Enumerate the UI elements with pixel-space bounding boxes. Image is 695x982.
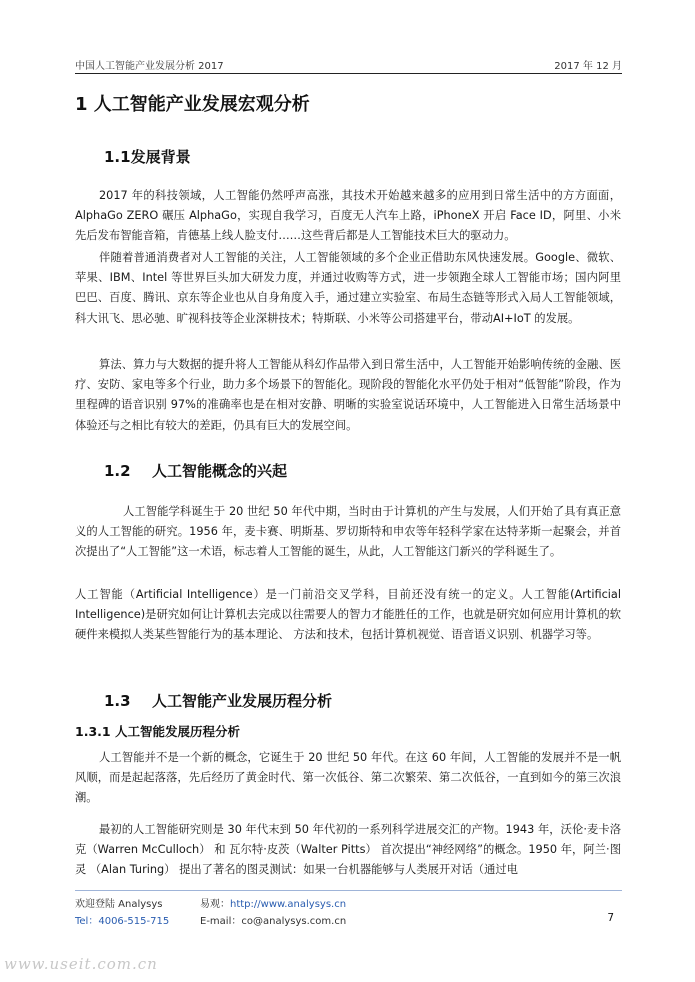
- paragraph: 2017 年的科技领域，人工智能仍然呼声高涨，其技术开始越来越多的应用到日常生活中的方方面面， AlphaGo ZERO 碾压 AlphaGo，实现自我学习，百度无人汽车上路，iPhoneX 开启 Face ID，阿里、小米先后发布智能音箱，肯德基上线人脸支付……这些背后都是人工智能技术巨大的驱动力。: [75, 189, 621, 243]
- footer-email-label: E-mail：: [200, 916, 242, 927]
- footer-email-address[interactable]: co@analysys.com.cn: [241, 916, 347, 927]
- paragraph: 伴随着普通消费者对人工智能的关注，人工智能领域的多个企业正借助东风快速发展。Google、微软、苹果、IBM、Intel 等世界巨头加大研发力度，并通过收购等方式，进一步领跑全球人工智能市场；国内阿里巴巴、百度、腾讯、京东等企业也从自身角度入手，通过建立实验室、布局生态链等形式入局人工智能领域，科大讯飞、思必驰、旷视科技等企业深耕技术；特斯联、小米等公司搭建平台，带动AI+IoT 的发展。: [75, 251, 621, 325]
- footer-site-link[interactable]: http://www.analysys.cn: [230, 899, 347, 910]
- section-number: 1.3: [104, 692, 131, 710]
- section-number: 1.1: [104, 148, 131, 166]
- page-number: 7: [607, 912, 614, 924]
- paragraph: 最初的人工智能研究则是 30 年代末到 50 年代初的一系列科学进展交汇的产物。1943 年，沃伦·麦卡洛克（Warren McCulloch） 和 瓦尔特·皮茨（Walter Pitts） 首次提出“神经网络”的概念。1950 年，阿兰·图灵 （Alan Turing） 提出了著名的图灵测试：如果一台机器能够与人类展开对话（通过电: [75, 823, 621, 877]
- footer-row: [75, 895, 622, 911]
- section-number: 1.2: [104, 462, 131, 480]
- paragraph: 人工智能（Artificial Intelligence）是一门前沿交叉学科，目前还没有统一的定义。人工智能(Artificial Intelligence)是研究如何让计算机去完成以往需要人的智力才能胜任的工作，也就是研究如何应用计算机的软硬件来模拟人类某些智能行为的基本理论、 方法和技术，包括计算机视觉、语音语义识别、机器学习等。: [75, 588, 621, 642]
- paragraph: 人工智能学科诞生于 20 世纪 50 年代中期，当时由于计算机的产生与发展，人们开始了具有真正意义的人工智能的研究。1956 年，麦卡赛、明斯基、罗切斯特和申农等年轻科学家在达特茅斯一起聚会，并首次提出了“人工智能”这一术语，标志着人工智能的诞生，从此，人工智能这门新兴的学科诞生了。: [75, 505, 621, 559]
- footer-site: [200, 895, 346, 910]
- subsection-heading-1-3-1: 1.3.1 人工智能发展历程分析: [75, 724, 240, 739]
- header-date: 2017 年 12 月: [554, 61, 622, 72]
- footer-phone: Tel：4006-515-715: [75, 916, 170, 927]
- section-heading-1-3: [104, 690, 332, 711]
- section-heading-1-2: [104, 460, 287, 481]
- paragraph: 人工智能并不是一个新的概念，它诞生于 20 世纪 50 年代。在这 60 年间，人工智能的发展并不是一帆风顺，而是起起落落，先后经历了黄金时代、第一次低谷、第二次繁荣、第二次低谷，一直到如今的第三次浪潮。: [75, 751, 621, 805]
- chapter-title: 1 人工智能产业发展宏观分析: [75, 94, 310, 115]
- footer-welcome: 欢迎登陆 Analysys: [75, 899, 163, 910]
- section-title: 人工智能产业发展历程分析: [152, 692, 333, 710]
- page-footer: [75, 890, 622, 931]
- page-header: [75, 55, 622, 74]
- section-heading-1-1: [104, 146, 191, 167]
- header-report-title: 中国人工智能产业发展分析 2017: [75, 61, 224, 72]
- footer-site-label: 易观：: [200, 899, 230, 910]
- footer-email: [200, 912, 346, 927]
- footer-row: [75, 912, 622, 928]
- section-title: 人工智能概念的兴起: [152, 462, 288, 480]
- section-title: 发展背景: [130, 148, 191, 166]
- paragraph: 算法、算力与大数据的提升将人工智能从科幻作品带入到日常生活中，人工智能开始影响传统的金融、医疗、安防、家电等多个行业，助力多个场景下的智能化。现阶段的智能化水平仍处于相对“低智能”阶段，作为里程碑的语音识别 97%的准确率也是在相对安静、明晰的实验室说话环境中，人工智能进入日常生活场景中体验还与之相比有较大的差距，仍具有巨大的发展空间。: [75, 358, 621, 432]
- watermark: www.useit.com.cn: [4, 955, 158, 973]
